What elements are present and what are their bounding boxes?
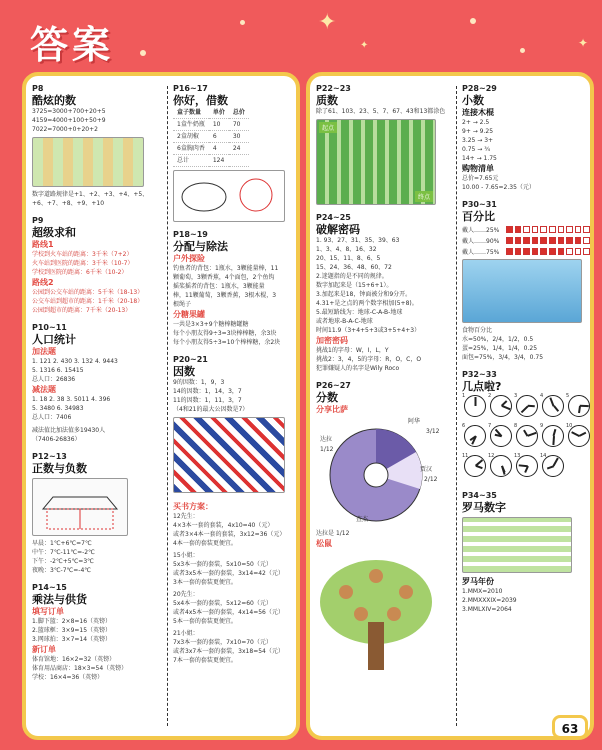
clock-number: 13: [514, 453, 521, 459]
answer-line: 9的因数：1，9，3: [173, 379, 225, 386]
answer-line: 或者3x7本一套的套装，3x18=54（元）: [173, 648, 284, 655]
minute-hand: [553, 458, 559, 467]
clock-number: 5: [566, 393, 570, 399]
section-p26: [316, 381, 452, 672]
page-ref: P10~11: [32, 323, 67, 332]
clock-number: 14: [540, 453, 547, 459]
sub-heading: 路线1: [32, 240, 54, 249]
answer-line: 学校到火车站的距离：3千米（7+2）: [32, 251, 133, 258]
section-heading: 因数: [173, 365, 195, 378]
clock-face: [516, 395, 538, 417]
page-ref: P34~35: [462, 491, 497, 500]
answer-line: 5.最短路线为：地球-C-A-B-地球: [316, 309, 403, 316]
section-p12: [32, 452, 164, 575]
table-cell: 总计: [173, 155, 209, 167]
section-heading: 酷炫的数: [32, 94, 76, 107]
percentage-bar: [462, 225, 590, 234]
bar-cell: [549, 226, 556, 233]
bar-cell: [540, 237, 547, 244]
sub-heading: 户外探险: [173, 254, 205, 263]
page-ref: P26~27: [316, 381, 351, 390]
clock-face: [464, 425, 486, 447]
table-cell: [229, 155, 249, 167]
section-p8: [32, 84, 164, 208]
page-title: 答案: [30, 23, 115, 67]
star-decoration: ✦: [578, 36, 589, 50]
clock-item: [566, 423, 592, 453]
clock-face: [542, 395, 564, 417]
sub-heading: 路线2: [32, 278, 54, 287]
answer-line: 每个小朋友得9÷3=3块棒棒糖，余3块: [173, 330, 277, 337]
percentage-bar: [462, 247, 590, 256]
section-p20: [173, 355, 297, 493]
answer-line: 钓鱼者的背包：1瓶水，3颗能量棒，11: [173, 265, 279, 272]
bar-label: 戴人……90%: [462, 238, 500, 245]
table-cell: 6: [209, 131, 229, 143]
column-a: [32, 84, 164, 728]
fraction-label: 2/12: [424, 476, 438, 483]
answer-line: 犯罪嫌疑人的名字是Wily Roco: [316, 365, 400, 372]
right-answer-panel: [306, 72, 594, 740]
sub-heading: 松鼠: [316, 539, 332, 548]
start-label: 起点: [319, 122, 337, 133]
fraction-label: 1/12: [320, 446, 334, 453]
clock-item: [488, 393, 514, 423]
bar-cell: [515, 248, 522, 255]
answer-line: 除了61、103、23、5、7、67、43和13都涂色: [316, 108, 446, 115]
building-drawing: [33, 479, 127, 535]
answer-line: 2.迷题指的是不同的规律。: [316, 273, 388, 280]
bar-cell: [558, 237, 565, 244]
bar-cell: [515, 226, 522, 233]
answer-line: 3.MMLXIV=2064: [462, 606, 512, 613]
page-number: 63: [552, 715, 588, 739]
answer-line: [316, 529, 452, 538]
clock-number: 12: [488, 453, 495, 459]
clock-face: [568, 395, 590, 417]
answer-line: 总人口：7406: [32, 414, 72, 421]
answer-line: 每个小朋友得5÷3=10个棒棒糖，余2块: [173, 339, 281, 346]
table-row: [173, 131, 249, 143]
bar-cell: [506, 237, 513, 244]
bar-cell: [558, 248, 565, 255]
clock-number: 10: [566, 423, 573, 429]
answer-line: 早晨：1℃+6℃=7℃: [32, 540, 92, 547]
person-label: 达拉: [320, 436, 333, 443]
bar-cell: [566, 237, 573, 244]
answer-line: 12先生：: [173, 513, 199, 520]
answer-line: 2.篮球框：3×9=15（英镑）: [32, 627, 112, 634]
clock-number: 1: [462, 393, 466, 399]
clock-item: [462, 393, 488, 423]
answer-line: 总人口：26836: [32, 376, 76, 383]
section-heading: 分数: [316, 391, 338, 404]
section-heading: 百分比: [462, 210, 495, 223]
answer-line: 水=50%，2/4，1/2，0.5: [462, 336, 534, 343]
clock-face: [490, 395, 512, 417]
sub-heading: 购物清单: [462, 164, 494, 173]
section-p30: [462, 200, 590, 362]
bar-cell: [523, 226, 530, 233]
answer-line: 减法值比加法值多19430人: [32, 427, 106, 434]
answer-line: 食物百分比: [462, 327, 493, 334]
column-d: [462, 84, 590, 728]
bar-cell: [523, 248, 530, 255]
section-heading: 质数: [316, 94, 338, 107]
section-p32: [462, 370, 590, 483]
answer-line: 数字加起来是（15+6+1）。: [316, 282, 393, 289]
percentage-bars: [462, 225, 590, 256]
page-ref: P18~19: [173, 230, 208, 239]
answer-line: 时间11.9（3+4+5+3或3+5+4+3）: [316, 327, 421, 334]
bar-label: 戴人……25%: [462, 227, 500, 234]
answer-line: 摇桨摇者的背包：1瓶水，3颗能量: [173, 283, 265, 290]
table-cell: 30: [229, 131, 249, 143]
prime-maze-illustration: [316, 119, 436, 205]
bar-cell: [583, 237, 590, 244]
answer-line: 1. 93、27、31、35、39、63: [316, 237, 400, 244]
bar-cell: [532, 248, 539, 255]
answer-line: 3.25 → 3+: [462, 137, 494, 144]
dot-to-dot-illustration: [173, 170, 285, 222]
answer-line: 7本一套的套装更便宜。: [173, 657, 237, 664]
table-cell: 70: [229, 119, 249, 131]
answer-line: 4.31+是之点的两个数字相加(5+8)。: [316, 300, 418, 307]
clock-item: [540, 393, 566, 423]
table-cell: 1盒牛奶瓶: [173, 119, 209, 131]
section-heading: 几点啦?: [462, 380, 502, 393]
bar-cell: [549, 237, 556, 244]
answer-line: 数字道路规律是+1、+2、+3、+4、+5、: [32, 191, 149, 198]
answer-line: 棒，11颗葡萄，3颗香蕉，3根木棍，3: [173, 292, 277, 299]
sub-heading: 连接木棍: [462, 108, 494, 117]
answer-label: 达拉是: [316, 530, 335, 537]
hour-hand: [528, 405, 535, 407]
answer-line: 4159=4000+100+50+9: [32, 117, 106, 124]
table-header: 盒子数量: [173, 107, 209, 119]
clock-item: [488, 453, 514, 483]
sub-heading: 减法题: [32, 385, 56, 394]
answer-line: 14+ → 1.75: [462, 155, 497, 162]
section-p18: [173, 230, 297, 347]
answer-line: 中午：7℃-11℃=-2℃: [32, 549, 95, 556]
clock-item: [540, 453, 566, 483]
answer-line: 5. 1316 6. 15415: [32, 367, 84, 374]
answer-line: 体育用品商店：18×3=54（英镑）: [32, 665, 128, 672]
clock-number: 11: [462, 453, 469, 459]
bar-cell: [540, 226, 547, 233]
answer-line: 夜晚：3℃-7℃=-4℃: [32, 567, 92, 574]
answer-line: 1. 18 2. 38 3. 5011 4. 396: [32, 396, 111, 403]
answer-line: 0.75 → ¾: [462, 146, 491, 153]
page-ref: P16~17: [173, 84, 208, 93]
section-p9: [32, 216, 164, 315]
clock-grid: [462, 393, 592, 483]
section-heading: 你好，借数: [173, 94, 228, 107]
clock-item: [462, 453, 488, 483]
section-heading: 乘法与供货: [32, 593, 87, 606]
section-p14: [32, 583, 164, 682]
section-p22: [316, 84, 452, 205]
sub-heading: 罗马年份: [462, 577, 494, 586]
column-b: [173, 84, 297, 728]
bar-cell: [506, 248, 513, 255]
answer-line: 3.加起来是18，钟面被分和9分开。: [316, 291, 412, 298]
table-cell: 124: [209, 155, 229, 167]
clock-face: [542, 425, 564, 447]
answer-line: 5x3本一套的套装，5x10=50（元）: [173, 561, 272, 568]
answer-line: 11的因数：1，11，3，7: [173, 397, 242, 404]
clock-face: [464, 395, 486, 417]
clock-item: [488, 423, 514, 453]
clock-number: 7: [488, 423, 492, 429]
dot-decoration: [140, 50, 146, 56]
bar-cell: [583, 248, 590, 255]
answer-line: 5x4本一套的套装，5x12=60（元）: [173, 600, 272, 607]
sub-heading: 填写订单: [32, 607, 64, 616]
bar-cell: [566, 248, 573, 255]
answer-line: 2.MMXXXIX=2039: [462, 597, 517, 604]
answer-line: 学校：16×4=36（英镑）: [32, 674, 104, 681]
answer-line: 2+ → 2.5: [462, 119, 490, 126]
minute-hand: [571, 431, 580, 436]
answer-line: 1. 121 2. 430 3. 132 4. 9443: [32, 358, 118, 365]
answer-line: 3.网球拍：3×7=14（英镑）: [32, 636, 112, 643]
answer-line: 公交车站到超市的距离：1千米（20-18）: [32, 298, 144, 305]
minute-hand: [501, 405, 510, 410]
section-p16: [173, 84, 297, 222]
squirrel-tree-illustration: [316, 552, 436, 672]
clock-number: 6: [462, 423, 466, 429]
table-header: 单价: [209, 107, 229, 119]
answer-line: 面包=75%，3/4，3/4，0.75: [462, 354, 544, 361]
minute-hand: [528, 432, 537, 436]
answer-line: 公园到超市的距离：7千米（20-13）: [32, 307, 132, 314]
bar-cell: [575, 237, 582, 244]
section-heading: 小数: [462, 94, 484, 107]
column-divider: [167, 86, 168, 726]
bar-cell: [566, 226, 573, 233]
answer-line: 21小姐：: [173, 630, 199, 637]
section-book-plan: [173, 501, 297, 665]
answer-line: 公园到公交车站的距离：5千米（18-13）: [32, 289, 144, 296]
end-label: 终点: [415, 191, 433, 202]
answer-line: 1.MMX=2010: [462, 588, 503, 595]
answer-line: 1.脚下篮：2×8=16（英镑）: [32, 618, 112, 625]
answer-line: 15小姐：: [173, 552, 199, 559]
answer-line: 20、15、11、8、6、5: [316, 255, 381, 262]
hour-hand: [578, 406, 580, 413]
answer-line: （4和21的最大公因数是7）: [173, 406, 249, 413]
page-ref: P24~25: [316, 213, 351, 222]
answer-line: 蛋=25%，1/4，1/4，0.25: [462, 345, 538, 352]
clock-face: [490, 425, 512, 447]
bar-cell: [532, 237, 539, 244]
answer-line: 20先生：: [173, 591, 199, 598]
answer-line: 或者地球-B-A-C-地球: [316, 318, 373, 325]
minute-hand: [521, 405, 529, 412]
column-c: [316, 84, 452, 728]
roman-maze-illustration: [462, 517, 572, 573]
page-ref: P20~21: [173, 355, 208, 364]
answer-line: 4本一套的套装更便宜。: [173, 540, 237, 547]
bar-label: 戴人……75%: [462, 249, 500, 256]
clock-item: [540, 423, 566, 453]
answer-line: 10.00 - 7.65=2.35（元）: [462, 184, 535, 191]
answer-line: 或者3x5本一套的套装，3x14=42（元）: [173, 570, 284, 577]
answer-line: 4×3本一套的套装，4x10=40（元）: [173, 522, 274, 529]
section-p10: [32, 323, 164, 444]
hour-hand: [579, 432, 586, 437]
answer-line: 或者4x5本一套的套装，4x14=56（元）: [173, 609, 284, 616]
minute-hand: [552, 436, 554, 445]
answer-line: 挑战2：3，4，5的字母：R，O，C，O: [316, 356, 422, 363]
bar-cell: [558, 226, 565, 233]
table-row: [173, 143, 249, 155]
clock-item: [514, 453, 540, 483]
percentage-bar: [462, 236, 590, 245]
clock-number: 9: [540, 423, 544, 429]
clock-item: [566, 393, 592, 423]
bar-cell: [515, 237, 522, 244]
person-label: 查杰: [356, 516, 369, 523]
answer-line: 体育馆地：16×2=32（英镑）: [32, 656, 116, 663]
section-heading: 超级求和: [32, 226, 76, 239]
table-row: [173, 119, 249, 131]
section-p34: [462, 491, 590, 614]
page-ref: P28~29: [462, 84, 497, 93]
clock-item: [514, 393, 540, 423]
bar-cell: [532, 226, 539, 233]
answer-line: 7x3本一套的套装，7x10=70（元）: [173, 639, 272, 646]
hour-hand: [524, 466, 528, 473]
section-heading: 人口统计: [32, 333, 76, 346]
answer-line: 一共是3×3+9个糖棒糖罐糖: [173, 321, 249, 328]
bar-cell: [540, 248, 547, 255]
answer-line: 下午：-2℃+5℃=3℃: [32, 558, 94, 565]
section-heading: 破解密码: [316, 223, 360, 236]
price-table: [173, 107, 249, 167]
answer-line: +6、+7、+8、+9、+10: [32, 200, 105, 207]
section-heading: 罗马数字: [462, 501, 506, 514]
page-ref: P8: [32, 84, 44, 93]
sub-heading: 买书方案：: [173, 502, 213, 511]
answer-line: 1、3、4、8、16、32: [316, 246, 377, 253]
column-divider: [456, 86, 457, 726]
clock-number: 8: [514, 423, 518, 429]
color-by-number-illustration: [173, 417, 285, 493]
answer-line: 学校到医院的距离：6千米（10-2）: [32, 269, 128, 276]
answer-line: 挑战1的字母：W，I，L，Y: [316, 347, 389, 354]
table-header: 总价: [229, 107, 249, 119]
hour-hand: [553, 406, 559, 412]
clock-item: [462, 423, 488, 453]
page-ref: P14~15: [32, 583, 67, 592]
page-ref: P9: [32, 216, 44, 225]
answer-line: 7022=7000+0+20+2: [32, 126, 98, 133]
maze-illustration: [32, 137, 144, 187]
star-decoration: ✦: [360, 40, 369, 51]
minute-hand: [519, 464, 528, 466]
dot-decoration: [470, 18, 476, 24]
table-cell: 4: [209, 143, 229, 155]
section-p24: [316, 213, 452, 373]
fraction-label: 3/12: [426, 428, 440, 435]
answer-value: 1/12: [335, 530, 350, 537]
bar-cell: [506, 226, 513, 233]
minute-hand: [550, 397, 555, 406]
bar-cell: [523, 237, 530, 244]
clock-face: [516, 425, 538, 447]
answer-line: （7406-26836）: [32, 436, 81, 443]
answer-line: 3725=3000+700+20+5: [32, 108, 106, 115]
answer-line: 3本一套的套装更便宜。: [173, 579, 237, 586]
answer-line: 9+ → 9.25: [462, 128, 494, 135]
dot-decoration: [520, 48, 525, 53]
answer-line: 或者3×4本一套的套装，3x12=36（元）: [173, 531, 286, 538]
pizza-fraction-illustration: [316, 415, 444, 529]
section-p28: [462, 84, 590, 192]
boat-illustration: [462, 259, 582, 323]
answer-line: 5. 3480 6. 34983: [32, 405, 84, 412]
person-label: 阿华: [408, 418, 421, 425]
star-decoration: ✦: [318, 10, 337, 35]
sub-heading: 分享比萨: [316, 405, 348, 414]
page-ref: P32~33: [462, 370, 497, 379]
bar-cell: [575, 248, 582, 255]
animal-drawings: [174, 171, 284, 221]
table-cell: 6盒胸肉香: [173, 143, 209, 155]
table-cell: 10: [209, 119, 229, 131]
left-answer-panel: [22, 72, 300, 740]
section-heading: 正数与负数: [32, 462, 87, 475]
answer-line: 颗葡萄，3颗香蕉，4个面包，2个鱼钩: [173, 274, 275, 281]
clock-number: 3: [514, 393, 518, 399]
sub-heading: 加密密码: [316, 336, 348, 345]
table-row: [173, 155, 249, 167]
answer-line: 5本一套的套装更便宜。: [173, 618, 237, 625]
answer-line: 总价=7.65元: [462, 175, 499, 182]
answer-line: 15、24、36、48、60、72: [316, 264, 392, 271]
building-illustration: [32, 478, 128, 536]
clock-item: [514, 423, 540, 453]
tree-drawing: [316, 552, 436, 672]
section-heading: 分配与除法: [173, 240, 228, 253]
answer-line: 根绳子: [173, 301, 192, 308]
answer-line: 火车站到医院的距离：3千米（10-7）: [32, 260, 134, 267]
sub-heading: 新订单: [32, 645, 56, 654]
table-cell: 24: [229, 143, 249, 155]
page-ref: P30~31: [462, 200, 497, 209]
bar-cell: [575, 226, 582, 233]
bar-cell: [549, 248, 556, 255]
bar-cell: [583, 226, 590, 233]
sub-heading: 分糖果罐: [173, 310, 205, 319]
sub-heading: 加法题: [32, 347, 56, 356]
clock-number: 4: [540, 393, 544, 399]
minute-hand: [580, 405, 589, 407]
page-ref: P12~13: [32, 452, 67, 461]
table-cell: 2盒胡椒: [173, 131, 209, 143]
minute-hand: [475, 397, 477, 406]
answer-line: 14的因数：1，14，3，7: [173, 388, 242, 395]
dot-decoration: [240, 20, 245, 25]
clock-number: 2: [488, 393, 492, 399]
page-ref: P22~23: [316, 84, 351, 93]
person-label: 贾汉: [420, 466, 433, 473]
